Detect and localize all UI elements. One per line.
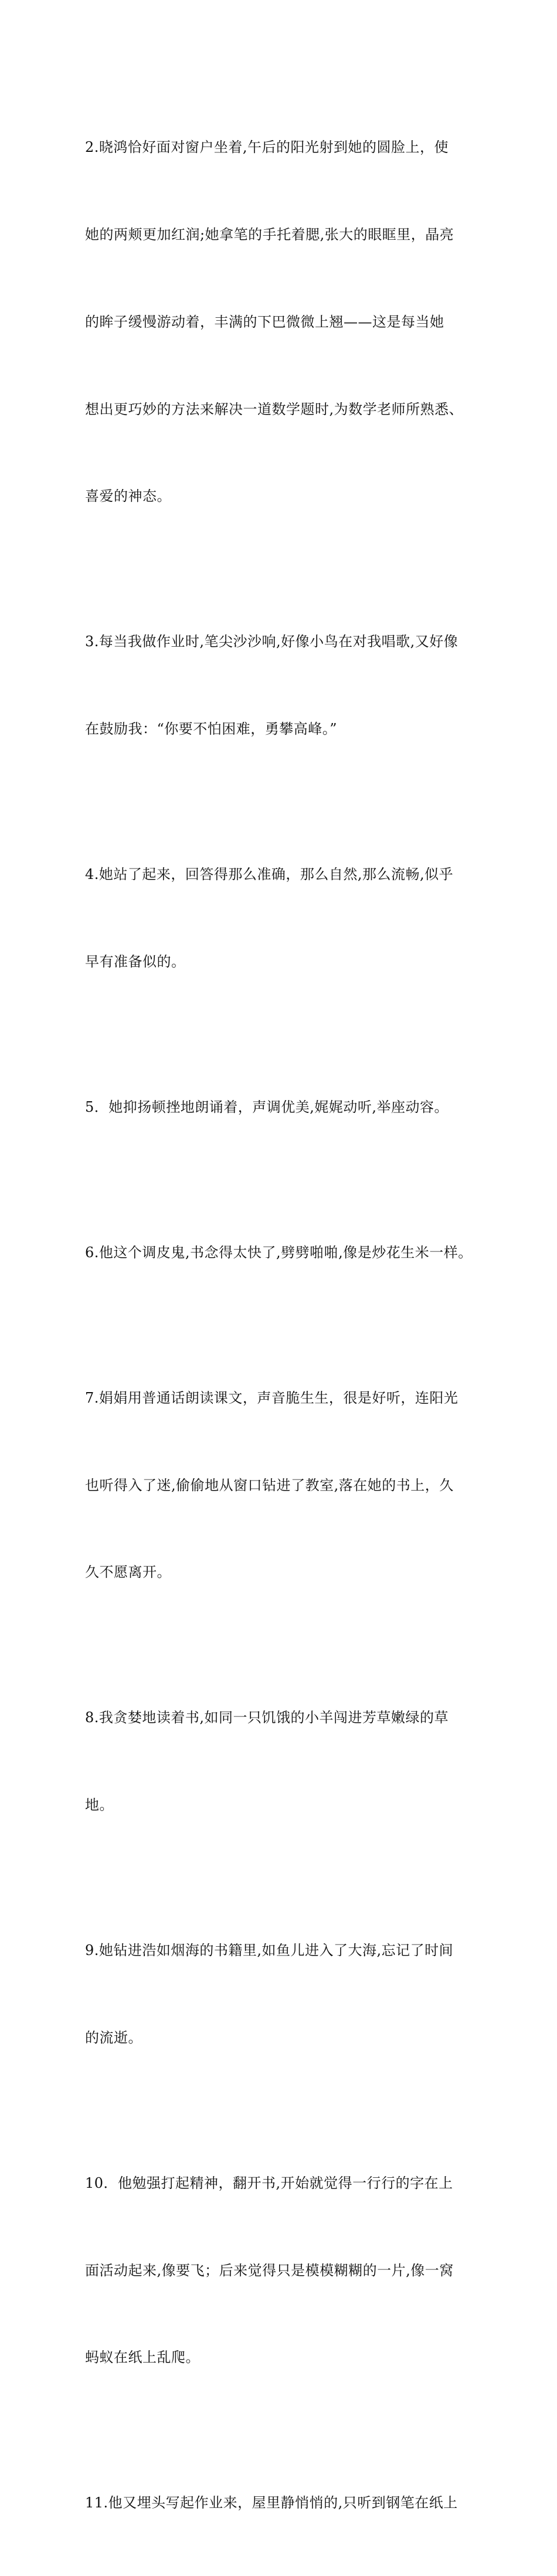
text-line: 面活动起来,像要飞；后来觉得只是模模糊糊的一片,像一窝 — [85, 2262, 454, 2279]
text-line: 想出更巧妙的方法来解决一道数学题时,为数学老师所熟悉、 — [85, 401, 464, 418]
paragraph-7 — [85, 1326, 475, 1646]
paragraph-9 — [85, 1878, 475, 2111]
text-line: 蚂蚁在纸上乱爬。 — [85, 2349, 200, 2366]
text-line: 7.娟娟用普通话朗读课文，声音脆生生，很是好听，连阳光 — [85, 1389, 458, 1406]
paragraph-6 — [85, 1180, 475, 1326]
paragraph-2 — [85, 75, 475, 569]
text-line: 8.我贪婪地读着书,如同一只饥饿的小羊闯进芳草嫩绿的草 — [85, 1709, 449, 1726]
text-line: 喜爱的神态。 — [85, 488, 171, 505]
text-line: 10．他勉强打起精神，翻开书,开始就觉得一行行的字在上 — [85, 2174, 453, 2191]
text-line: 的流逝。 — [85, 2029, 142, 2046]
document-body — [85, 75, 475, 2576]
paragraph-8 — [85, 1645, 475, 1878]
text-line: 也听得入了迷,偷偷地从窗口钻进了教室,落在她的书上，久 — [85, 1477, 454, 1494]
text-line: 地。 — [85, 1797, 114, 1814]
text-line: 她的两颊更加红润;她拿笔的手托着腮,张大的眼眶里，晶亮 — [85, 226, 454, 243]
text-line: 5．她抑扬顿挫地朗诵着，声调优美,娓娓动听,举座动容。 — [85, 1098, 449, 1115]
text-line: 3.每当我做作业时,笔尖沙沙响,好像小鸟在对我唱歌,又好像 — [85, 633, 458, 650]
paragraph-10 — [85, 2111, 475, 2431]
text-line: 6.他这个调皮鬼,书念得太快了,劈劈啪啪,像是炒花生米一样。 — [85, 1244, 473, 1261]
text-line: 在鼓励我：“你要不怕困难，勇攀高峰。” — [85, 721, 338, 738]
paragraph-5 — [85, 1035, 475, 1180]
paragraph-11 — [85, 2431, 475, 2576]
text-line: 的眸子缓慢游动着，丰满的下巴微微上翘——这是每当她 — [85, 313, 444, 330]
text-line: 9.她钻进浩如烟海的书籍里,如鱼儿进入了大海,忘记了时间 — [85, 1942, 454, 1959]
text-line: 4.她站了起来，回答得那么准确，那么自然,那么流畅,似乎 — [85, 866, 454, 883]
text-line: 11.他又埋头写起作业来，屋里静悄悄的,只听到钢笔在纸上 — [85, 2494, 458, 2511]
text-line: 久不愿离开。 — [85, 1564, 171, 1581]
text-line: 2.晓鸿恰好面对窗户坐着,午后的阳光射到她的圆脸上，使 — [85, 139, 449, 156]
paragraph-3 — [85, 569, 475, 802]
paragraph-4 — [85, 802, 475, 1035]
text-line: 早有准备似的。 — [85, 953, 186, 970]
